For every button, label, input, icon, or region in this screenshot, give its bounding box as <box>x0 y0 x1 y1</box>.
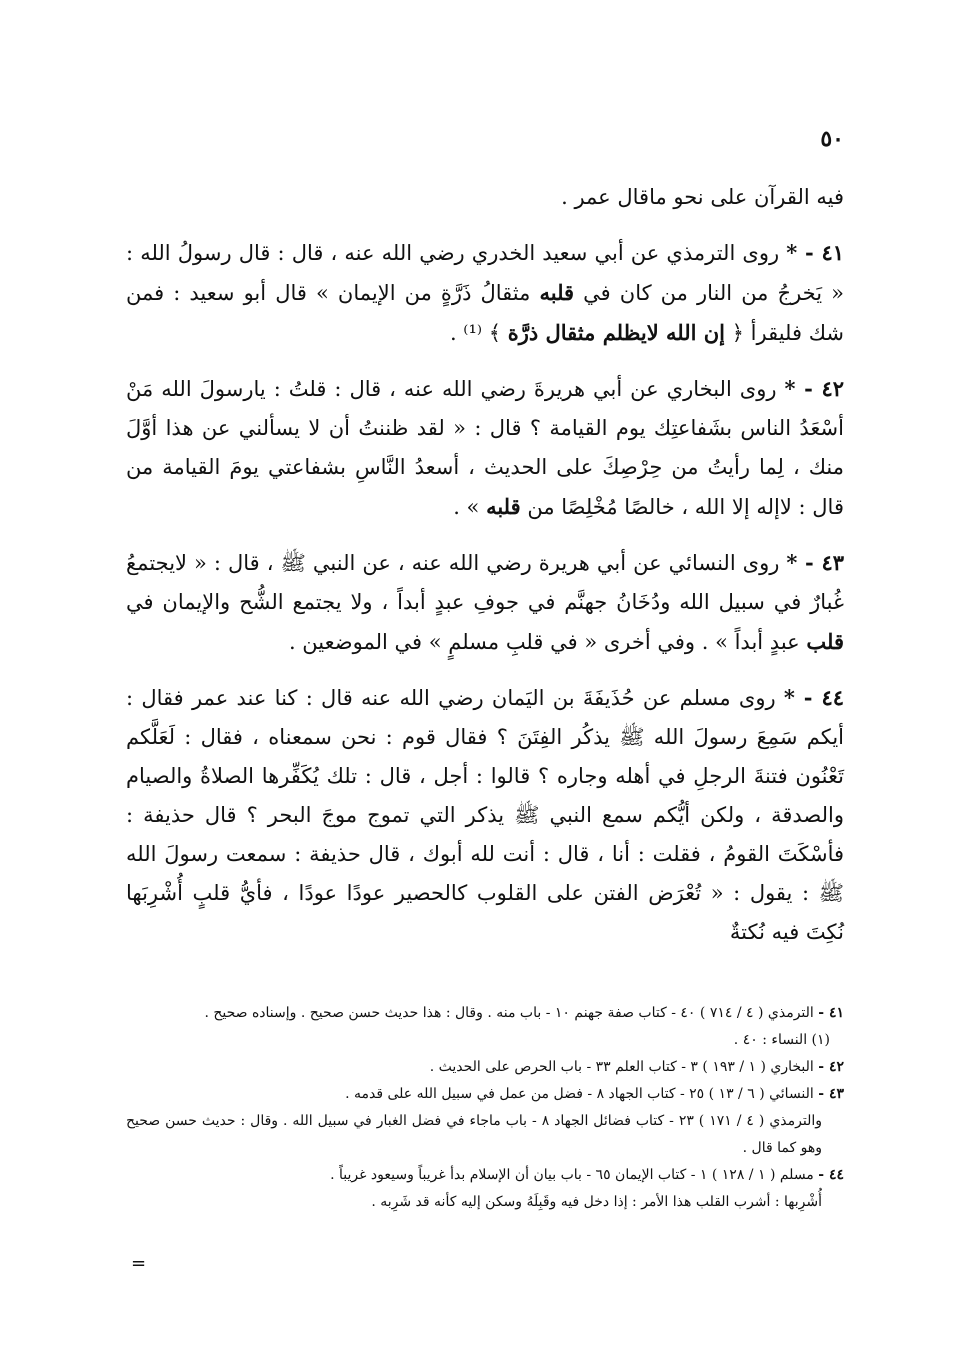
hadith-text: روى مسلم عن حُذَيفَةَ بن اليَمان رضي الله عنه قال : كنا عند عمر فقال : أيكم سَمِعَ رسولَ الله ﷺ يذكُر الفِتَنَ ؟ فقال قوم : نحن سمعناه ، فقال : لَعَلَّكم تَعْنُون فتنةَ الرجلِ في أهله وجاره ؟ قالوا : أجل ، قال : تلك يُكَفِّرها الصلاةُ والصيام والصدقة ، ولكن أيُّكم سمع النبي ﷺ يذكر التي تموج موجَ البحر ؟ قال حذيفة : فأسْكَتَ القومُ ، فقلت : أنا ، قال : أنت لله أبوك ، قال حذيفة : سمعت رسولَ الله ﷺ : يقول : « تُعْرَض الفتن على القلوب كالحصير عودًا عودًا ، فأيُّ قلبٍ أُشْرِبَها نُكِتَ فيه نُكتةٌ <box>126 686 844 944</box>
hadith-text: عبدٍ أبداً » . وفي أخرى « في قلبِ مسلمٍ » في الموضعين . <box>288 630 807 654</box>
footnotes <box>126 1000 844 1216</box>
hadith-text: روى الترمذي عن أبي سعيد الخدري رضي الله عنه ، قال : قال رسولُ الله : « يَخرجُ من النار من كان في <box>126 241 844 305</box>
hadith-text: مثقالُ ذَرَّةٍ من الإيمان » قال أبو سعيد : فمن شك فليقرأ ﴿ <box>126 281 844 345</box>
emphasis-word: قلبه <box>486 494 521 519</box>
footnote-text: (١) النساء : ٤٠ . <box>733 1032 830 1048</box>
hadith-number: ٤٤ - * <box>783 685 844 710</box>
hadith-43 <box>126 543 844 662</box>
footnote-44 <box>126 1162 844 1189</box>
hadith-text: ﴾ ⁽¹⁾ . <box>449 321 508 345</box>
footnote-43 <box>126 1081 844 1108</box>
footnote-text: البخاري ( ١ / ١٩٣ ) ٣ - كتاب العلم ٣٣ - باب الحرص على الحديث . <box>429 1059 819 1075</box>
footnote-text: الترمذي ( ٤ / ٧١٤ ) ٤٠ - كتاب صفة جهنم ١٠ - باب منه . وقال : هذا حديث حسن صحيح . وإسناده صحيح . <box>204 1005 819 1021</box>
page-number: ٥٠ <box>820 126 844 152</box>
footnote-42 <box>126 1054 844 1081</box>
footnote-number: ٤٢ - <box>818 1059 844 1075</box>
footnote-number: ٤٣ - <box>818 1086 844 1102</box>
hadith-text: روى النسائي عن أبي هريرة رضي الله عنه ، عن النبي ﷺ ، قال : « لايجتمعُ غُبارٌ في سبيل الله ودُخَانُ جهنَّم في جوفِ عبدٍ أبداً ، ولا يجتمع الشُّح والإيمان في <box>126 551 844 614</box>
footnote-41 <box>126 1000 844 1027</box>
hadith-number: ٤١ - * <box>786 240 844 265</box>
footnote-text: النسائي ( ٦ / ١٣ ) ٢٥ - كتاب الجهاد ٨ - فضل من عمل في سبيل الله على قدمه . <box>345 1086 819 1102</box>
footnote-44-gloss <box>126 1189 844 1216</box>
footnote-ref-1 <box>126 1027 844 1054</box>
hadith-number: ٤٣ - * <box>786 550 844 575</box>
emphasis-word: قلبه <box>539 280 575 305</box>
hadith-number: ٤٢ - * <box>784 376 844 401</box>
footnote-number: ٤٤ - <box>818 1167 844 1183</box>
hadith-44 <box>126 678 844 952</box>
hadith-text: » . <box>453 495 487 519</box>
continuation-mark: = <box>131 1253 147 1274</box>
hadith-text: روى البخاري عن أبي هريرةَ رضي الله عنه ، قال : قلتُ : يارسولَ الله مَنْ أسْعَدُ الناس بشَفاعتِك يوم القيامة ؟ قال : « لقد ظننتُ أن لا يسألني عن هذا أوَّلَ منك ، لِما رأيتُ من حِرْصِكَ على الحديث ، أسعدُ النَّاسِ بشفاعتي يومَ القيامة من قال : لاإله إلا الله ، خالصًا مُخْلِصًا من <box>126 377 844 519</box>
footnote-number: ٤١ - <box>818 1005 844 1021</box>
footnote-text: أُشْرِبها : أشرب القلب هذا الأمر : إذا دخل فيه وقَبِلَهُ وسكن إليه كأنه قد شَرِبه . <box>371 1194 822 1210</box>
hadith-42 <box>126 369 844 527</box>
quran-verse: إن الله لايظلم مثقال ذرَّة <box>507 320 725 345</box>
footnote-43-tirmidhi <box>126 1108 844 1162</box>
footnote-text: مسلم ( ١ / ١٢٨ ) ١ - كتاب الإيمان ٦٥ - باب بيان أن الإسلام بدأ غريباً وسيعود غريباً . <box>330 1167 819 1183</box>
hadith-41 <box>126 233 844 353</box>
intro-line: فيه القرآن على نحو ماقال عمر . <box>561 185 844 209</box>
emphasis-word: قلب <box>806 629 844 654</box>
footnote-text: والترمذي ( ٤ / ١٧١ ) ٢٣ - كتاب فضائل الجهاد ٨ - باب ماجاء في فضل الغبار في سبيل الله . وقال : حديث حسن صحيح وهو كما قال . <box>126 1113 822 1156</box>
main-text <box>126 178 844 968</box>
